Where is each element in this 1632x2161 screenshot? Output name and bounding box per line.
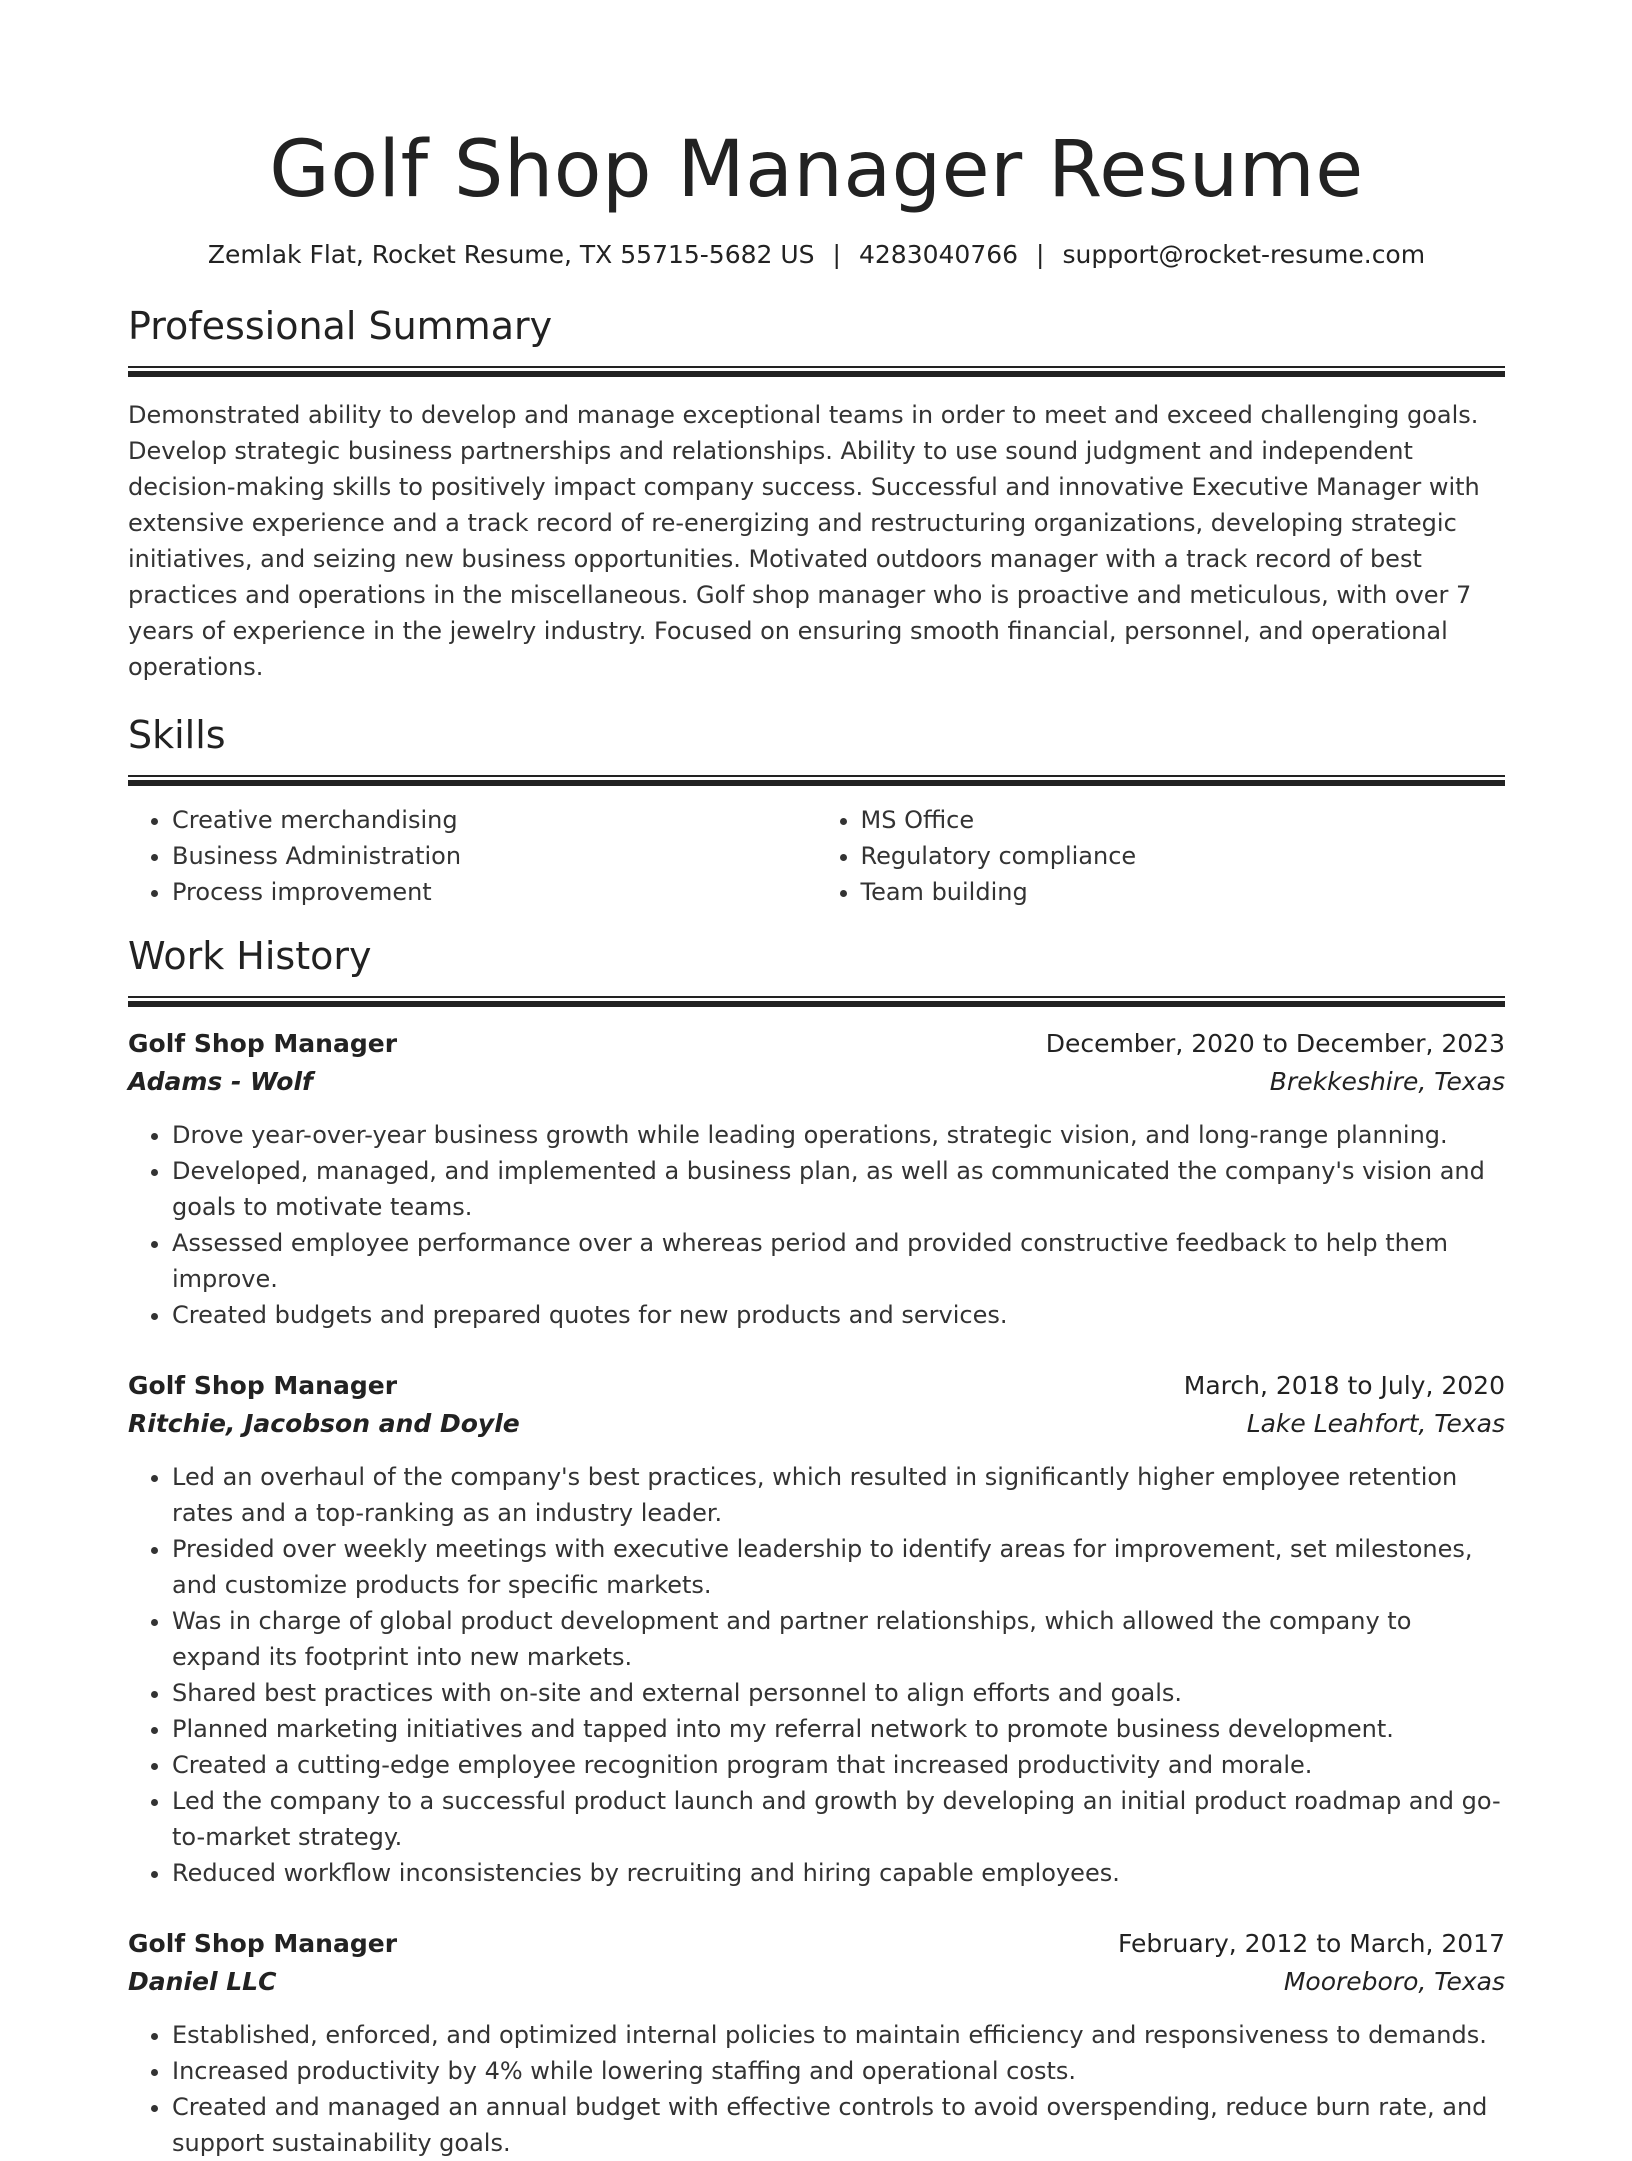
job-company: Daniel LLC <box>128 1967 277 1996</box>
contact-separator: | <box>1036 240 1045 269</box>
work-section-header <box>128 932 1505 1007</box>
job-dates: December, 2020 to December, 2023 <box>1045 1029 1505 1058</box>
job-bullets <box>128 1459 1505 1891</box>
job-header-row <box>128 1367 1505 1405</box>
job-bullets <box>128 1117 1505 1333</box>
job-bullet: • Reduced workflow inconsistencies by recruiting and hiring capable employees. <box>172 1855 1505 1891</box>
skill-item: • Regulatory compliance <box>861 838 1506 874</box>
job-title: Golf Shop Manager <box>128 1029 398 1058</box>
summary-heading: Professional Summary <box>128 304 553 348</box>
summary-section-header <box>128 302 1505 377</box>
job-header-row <box>128 1025 1505 1063</box>
skill-item: • Business Administration <box>172 838 817 874</box>
job-dates: February, 2012 to March, 2017 <box>1117 1929 1505 1958</box>
job-bullet: • Was in charge of global product development and partner relationships, which allowed the company to expand its footprint into new markets. <box>172 1603 1505 1675</box>
job-location: Mooreboro, Texas <box>1283 1967 1505 1996</box>
skill-item: • Creative merchandising <box>172 802 817 838</box>
contact-separator: | <box>832 240 841 269</box>
job-location: Lake Leahfort, Texas <box>1246 1409 1505 1438</box>
job-entry <box>128 1025 1505 1333</box>
job-bullet: • Led the company to a successful product launch and growth by developing an initial product roadmap and go-to-market strategy. <box>172 1783 1505 1855</box>
skills-heading: Skills <box>128 713 226 757</box>
job-bullet: • Created and managed an annual budget with effective controls to avoid overspending, reduce burn rate, and support sustainability goals. <box>172 2089 1505 2161</box>
job-location: Brekkeshire, Texas <box>1269 1067 1505 1096</box>
skills-section-header <box>128 711 1505 786</box>
job-bullet: • Led an overhaul of the company's best practices, which resulted in significantly higher employee retention rates and a top-ranking as an industry leader. <box>172 1459 1505 1531</box>
contact-email: support@rocket-resume.com <box>1062 240 1426 269</box>
section-divider <box>128 996 1505 1007</box>
job-bullet: • Drove year-over-year business growth while leading operations, strategic vision, and long-range planning. <box>172 1117 1505 1153</box>
job-bullet: • Established, enforced, and optimized internal policies to maintain efficiency and responsiveness to demands. <box>172 2017 1505 2053</box>
contact-phone: 4283040766 <box>858 240 1019 269</box>
skills-column-right <box>817 802 1506 910</box>
job-bullet: • Assessed employee performance over a whereas period and provided constructive feedback to help them improve. <box>172 1225 1505 1297</box>
skills-column-left <box>128 802 817 910</box>
job-company-row <box>128 1405 1505 1443</box>
skill-item: • Process improvement <box>172 874 817 910</box>
job-company: Ritchie, Jacobson and Doyle <box>128 1409 520 1438</box>
job-title: Golf Shop Manager <box>128 1929 398 1958</box>
job-bullet: • Created budgets and prepared quotes for new products and services. <box>172 1297 1505 1333</box>
summary-text: Demonstrated ability to develop and manage exceptional teams in order to meet and exceed challenging goals. Develop strategic business partnerships and relationships. Ability to use sound judgment and independent decision-making skills to positively impact company success. Successful and innovative Executive Manager with extensive experience and a track record of re-energizing and restructuring organizations, developing strategic initiatives, and seizing new business opportunities. Motivated outdoors manager with a track record of best practices and operations in the miscellaneous. Golf shop manager who is proactive and meticulous, with over 7 years of experience in the jewelry industry. Focused on ensuring smooth financial, personnel, and operational operations. <box>128 401 1480 681</box>
skill-item: • Team building <box>861 874 1506 910</box>
job-title: Golf Shop Manager <box>128 1371 398 1400</box>
section-divider <box>128 366 1505 377</box>
job-bullet: • Presided over weekly meetings with executive leadership to identify areas for improvement, set milestones, and customize products for specific markets. <box>172 1531 1505 1603</box>
work-heading: Work History <box>128 934 372 978</box>
skill-item: • MS Office <box>861 802 1506 838</box>
job-company-row <box>128 1963 1505 2001</box>
job-header-row <box>128 1925 1505 1963</box>
resume-title: Golf Shop Manager Resume <box>269 125 1364 215</box>
contact-line <box>128 238 1505 272</box>
job-bullet: • Increased productivity by 4% while lowering staffing and operational costs. <box>172 2053 1505 2089</box>
job-dates: March, 2018 to July, 2020 <box>1183 1371 1505 1400</box>
job-entry <box>128 1925 1505 2161</box>
contact-address: Zemlak Flat, Rocket Resume, TX 55715-5682 US <box>207 240 815 269</box>
job-entry <box>128 1367 1505 1891</box>
job-company-row <box>128 1063 1505 1101</box>
job-bullet: • Developed, managed, and implemented a business plan, as well as communicated the company's vision and goals to motivate teams. <box>172 1153 1505 1225</box>
job-bullet: • Shared best practices with on-site and external personnel to align efforts and goals. <box>172 1675 1505 1711</box>
job-bullets <box>128 2017 1505 2161</box>
skills-list <box>128 802 1505 910</box>
job-company: Adams - Wolf <box>128 1067 313 1096</box>
job-bullet: • Created a cutting-edge employee recognition program that increased productivity and morale. <box>172 1747 1505 1783</box>
job-bullet: • Planned marketing initiatives and tapped into my referral network to promote business development. <box>172 1711 1505 1747</box>
section-divider <box>128 775 1505 786</box>
